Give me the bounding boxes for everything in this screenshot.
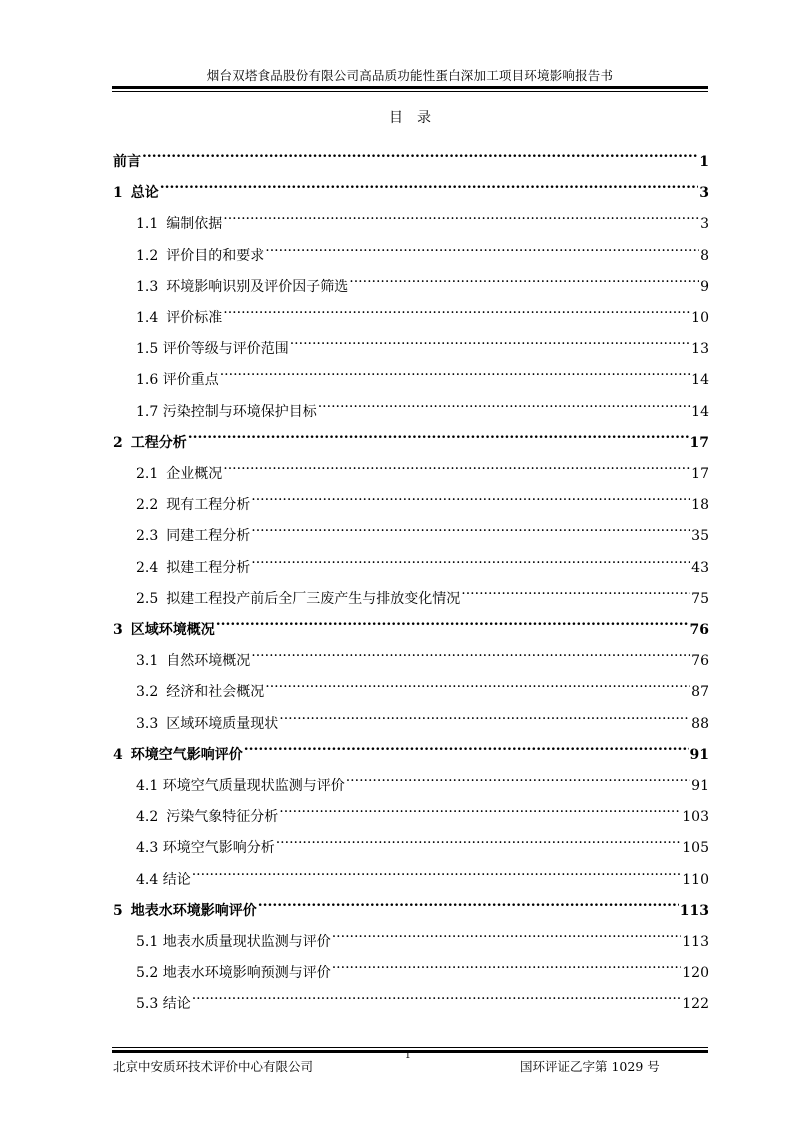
toc-leader-dots [251,639,690,665]
toc-entry-label: 前言 [113,154,141,170]
toc-leader-dots [192,858,682,884]
toc-leader-dots [346,764,690,790]
toc-entry[interactable] [113,733,709,763]
toc-entry-page: 35 [691,528,709,545]
toc-leader-dots [192,982,682,1008]
toc-leader-dots [276,826,682,852]
toc-entry-page: 13 [691,341,709,358]
toc-entry-number: 1.1 [136,216,159,233]
toc-entry-page: 10 [691,310,709,326]
toc-entry-label: 现有工程分析 [166,497,251,514]
toc-entry-label: 工程分析 [130,434,187,451]
toc-entry-page: 43 [691,559,709,576]
toc-entry-number: 2.1 [136,466,159,482]
toc-entry-page: 76 [689,622,709,638]
toc-entry-page: 17 [689,434,709,451]
header-rule-thin [112,91,708,92]
footer-page-number: 1 [405,1051,411,1061]
toc-entry-page: 3 [699,185,709,202]
toc-entry-label: 企业概况 [166,466,223,482]
toc-entry-page: 91 [689,746,709,763]
toc-entry[interactable] [136,483,709,514]
toc-leader-dots [265,234,699,260]
toc-leader-dots [223,452,690,478]
toc-entry-label: 同建工程分析 [166,528,251,545]
toc-entry-page: 14 [691,372,709,389]
toc-leader-dots [290,327,690,353]
toc-leader-dots [142,140,698,166]
toc-entry-label: 1.5 评价等级与评价范围 [136,341,289,358]
toc-entry[interactable] [136,795,709,826]
toc-leader-dots [332,951,682,977]
toc-entry[interactable] [136,514,709,545]
toc-leader-dots [188,421,689,447]
toc-entry-number: 1.4 [136,310,159,326]
footer-certificate: 国环评证乙字第 1029 号 [520,1059,660,1074]
toc-entry-page: 87 [691,684,709,701]
toc-entry-label: 自然环境概况 [166,653,251,670]
toc-entry[interactable] [136,234,709,264]
toc-entry[interactable] [136,390,709,420]
toc-entry-number: 2.3 [136,528,159,545]
toc-entry[interactable] [136,920,709,950]
toc-entry-label: 环境影响识别及评价因子筛选 [166,278,349,295]
toc-entry-label: 经济和社会概况 [166,684,265,701]
toc-entry-label: 4.3 环境空气影响分析 [136,840,275,857]
toc-entry[interactable] [113,171,709,202]
toc-entry[interactable] [136,265,709,295]
toc-entry[interactable] [136,327,709,358]
toc-entry[interactable] [136,296,709,326]
toc-entry-label: 污染气象特征分析 [166,809,279,826]
toc-leader-dots [332,920,682,946]
toc-entry-page: 105 [682,840,709,857]
toc-entry-number: 2.5 [136,590,159,607]
toc-entry[interactable] [136,202,709,233]
toc-entry-page: 18 [691,497,709,514]
toc-entry-number: 5 [113,902,123,919]
toc-entry[interactable] [136,452,709,482]
toc-entry[interactable] [136,546,709,576]
toc-entry-label: 5.1 地表水质量现状监测与评价 [136,934,331,950]
toc-entry[interactable] [136,358,709,389]
toc-title: 目录 [389,110,445,126]
toc-leader-dots [251,483,690,509]
toc-entry-page: 91 [691,778,709,794]
toc-entry-page: 113 [682,934,709,950]
toc-entry-page: 1 [699,154,709,170]
toc-entry-label: 环境空气影响评价 [130,746,243,763]
toc-entry-label: 4.4 结论 [136,871,191,888]
toc-entry[interactable] [113,889,709,919]
toc-entry[interactable] [136,951,709,982]
toc-entry-number: 3.3 [136,715,159,732]
toc-entry-number: 3.1 [136,653,159,670]
toc-leader-dots [349,265,699,291]
toc-entry[interactable] [136,982,709,1013]
toc-entry-page: 88 [691,715,709,732]
toc-entry-label: 5.2 地表水环境影响预测与评价 [136,965,331,982]
toc-entry-label: 区域环境质量现状 [166,715,279,732]
toc-entry-number: 3 [113,622,123,638]
toc-entry[interactable] [113,608,709,638]
header-rule [112,86,708,89]
footer-rule-thin [112,1047,708,1048]
toc-entry[interactable] [136,826,709,857]
toc-entry-label: 地表水环境影响评价 [130,902,257,919]
toc-leader-dots [461,577,690,603]
toc-entry-page: 110 [682,871,709,888]
toc-entry-number: 1.2 [136,247,159,264]
toc-entry-label: 4.1 环境空气质量现状监测与评价 [136,778,345,794]
toc-entry-number: 2.2 [136,497,159,514]
toc-entry-number: 4 [113,746,123,763]
toc-leader-dots [160,171,699,197]
footer-company: 北京中安质环技术评价中心有限公司 [113,1059,314,1074]
toc-entry-label: 5.3 结论 [136,996,191,1013]
toc-leader-dots [244,733,689,759]
toc-leader-dots [318,390,690,416]
toc-entry-number: 1.3 [136,278,159,295]
toc-leader-dots [265,670,690,696]
toc-entry-label: 区域环境概况 [130,622,215,638]
toc-leader-dots [223,296,690,322]
toc-entry[interactable] [136,577,709,607]
toc-entry-page: 113 [679,902,709,919]
toc-leader-dots [216,608,689,634]
toc-entry-page: 9 [700,278,709,295]
toc-entry-page: 103 [682,809,709,826]
toc-leader-dots [251,514,690,540]
toc-entry-page: 120 [682,965,709,982]
toc-entry-label: 评价目的和要求 [166,247,265,264]
toc-entry[interactable] [136,639,709,670]
toc-entry-number: 2 [113,434,123,451]
toc-entry-number: 4.2 [136,809,159,826]
toc-entry[interactable] [136,858,709,888]
toc-leader-dots [258,889,679,915]
toc-entry-page: 14 [691,403,709,420]
toc-entry-page: 122 [682,996,709,1013]
toc-entry[interactable] [136,670,709,701]
toc-entry[interactable] [113,140,709,170]
toc-entry-page: 17 [691,466,709,482]
toc-entry[interactable] [136,764,709,794]
toc-leader-dots [279,702,690,728]
toc-entry-label: 拟建工程投产前后全厂三废产生与排放变化情况 [166,590,461,607]
toc-entry-number: 3.2 [136,684,159,701]
toc-entry[interactable] [113,421,709,451]
toc-entry-page: 3 [700,216,709,233]
toc-entry-label: 1.6 评价重点 [136,372,219,389]
toc-entry[interactable] [136,702,709,732]
toc-entry-page: 75 [691,590,709,607]
toc-leader-dots [223,202,699,228]
toc-leader-dots [220,358,690,384]
header-title: 烟台双塔食品股份有限公司高品质功能性蛋白深加工项目环境影响报告书 [206,68,614,83]
toc-entry-label: 拟建工程分析 [166,559,251,576]
toc-entry-label: 评价标准 [166,310,223,326]
toc-leader-dots [279,795,681,821]
toc-entry-page: 76 [691,653,709,670]
toc-entry-number: 1 [113,185,123,202]
toc-entry-page: 8 [700,247,709,264]
toc-leader-dots [251,546,690,572]
toc-entry-label: 编制依据 [166,216,223,233]
toc-entry-label: 1.7 污染控制与环境保护目标 [136,403,317,420]
toc-entry-number: 2.4 [136,559,159,576]
toc-entry-label: 总论 [130,185,159,202]
